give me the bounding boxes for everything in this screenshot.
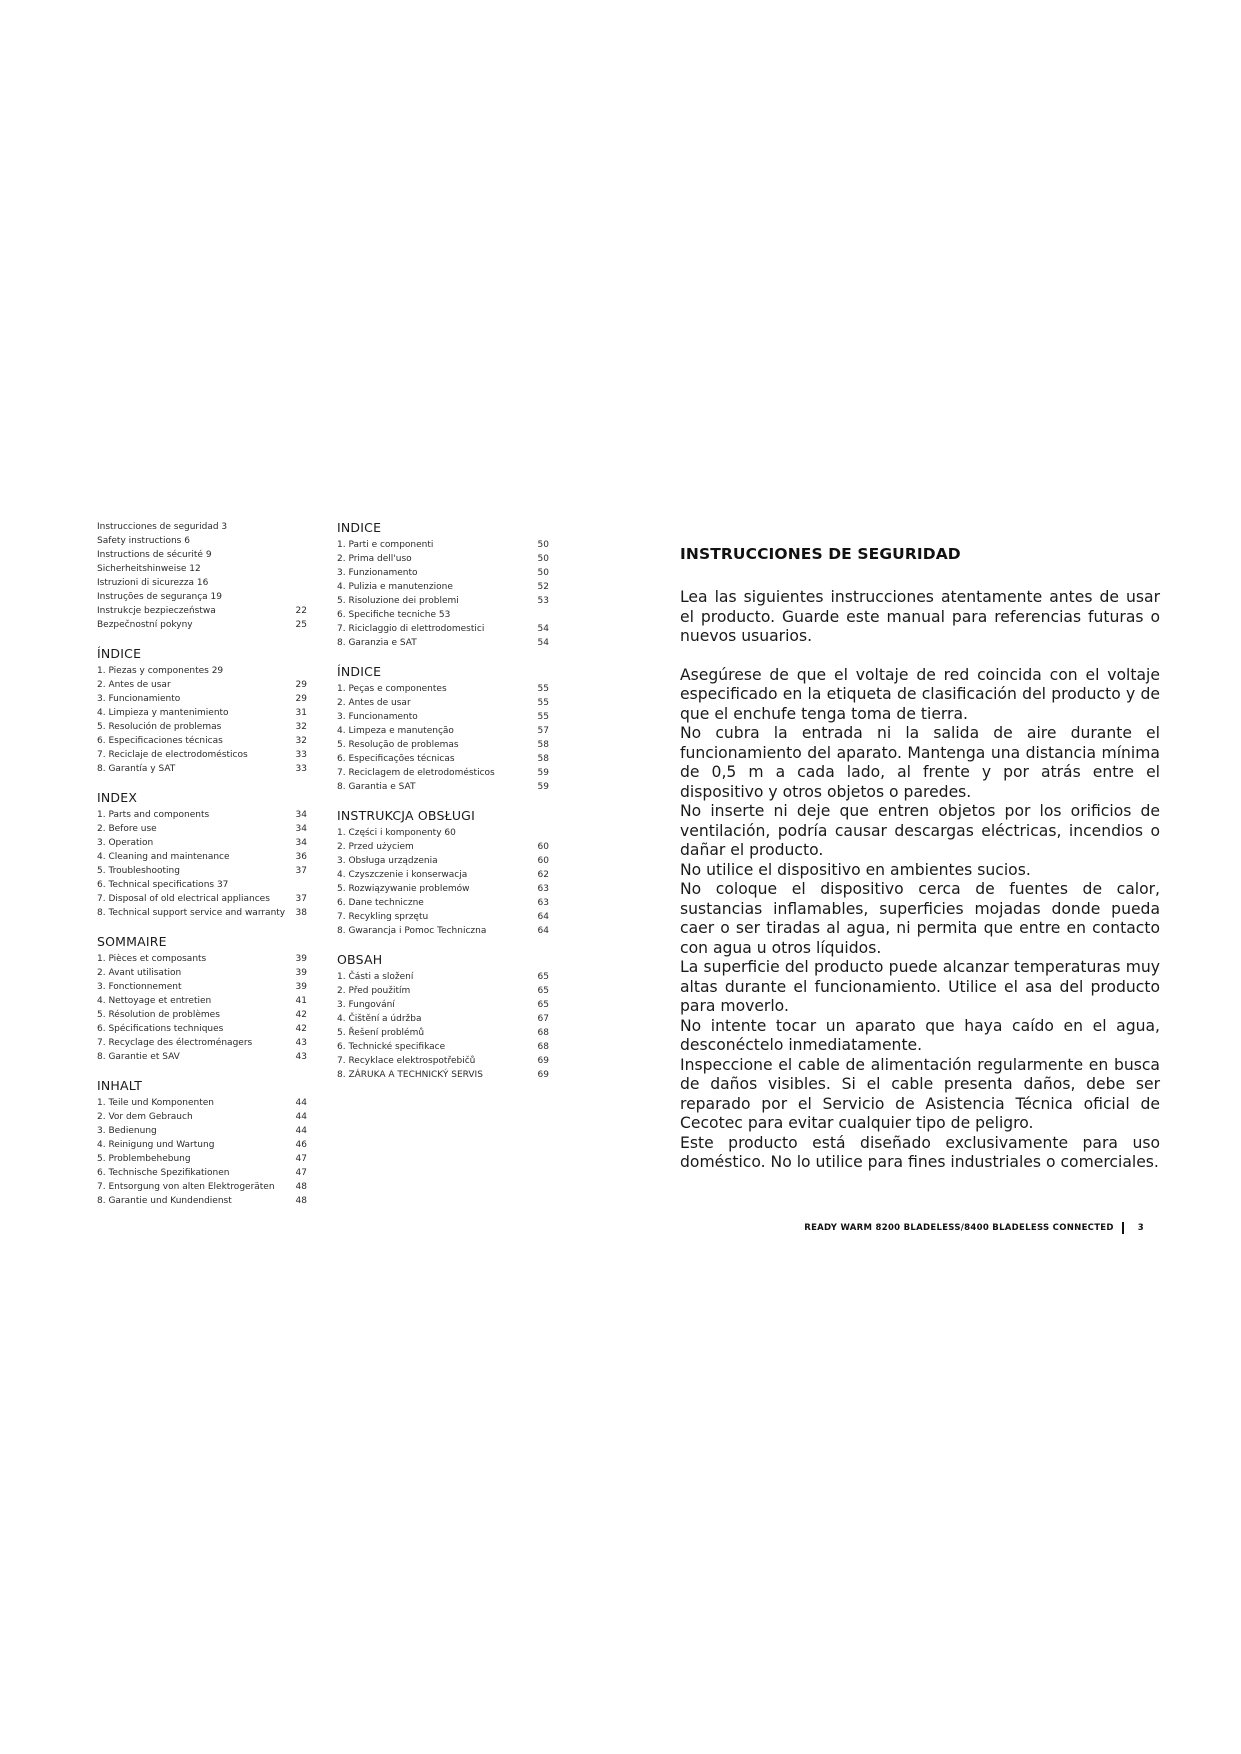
toc-item: [97, 1152, 307, 1166]
toc-item-label: 6. Specifiche tecniche 53: [337, 610, 451, 620]
toc-item-page: 64: [537, 912, 549, 922]
toc-item-label: 5. Resolução de problemas: [337, 740, 459, 750]
toc-item: [337, 1054, 549, 1068]
toc-item-label: 1. Pièces et composants: [97, 954, 207, 964]
toc-item: [97, 808, 307, 822]
safety-paragraph: Inspeccione el cable de alimentación regularmente en busca de daños visibles. Si el cable presenta daños, debe ser reparado por el Servicio de Asistencia Técnica oficial de Cecotec para evitar cualquier tipo de peligro.: [680, 1055, 1160, 1132]
toc-item: [337, 840, 549, 854]
toc-item-label: 4. Limpeza e manutenção: [337, 726, 454, 736]
toc-item: [97, 692, 307, 706]
toc-section-title: SOMMAIRE: [97, 934, 167, 949]
toc-item: [97, 994, 307, 1008]
toc-item: [97, 952, 307, 966]
toc-item: [97, 850, 307, 864]
toc-item: [337, 766, 549, 780]
toc-item-page: 39: [295, 982, 307, 992]
toc-item-label: 2. Antes de usar: [337, 698, 411, 708]
toc-item-label: 1. Parts and components: [97, 810, 210, 820]
safety-paragraph: No utilice el dispositivo en ambientes sucios.: [680, 860, 1031, 879]
toc-item: [97, 706, 307, 720]
toc-item-label: 1. Části a složení: [337, 972, 414, 982]
toc-item: [337, 868, 549, 882]
toc-item-label: 1. Piezas y componentes 29: [97, 666, 224, 676]
toc-item: [97, 562, 307, 576]
safety-paragraph: La superficie del producto puede alcanzar temperaturas muy altas durante el funcionamiento. Utilice el asa del producto para moverlo.: [680, 958, 1160, 1015]
toc-item: [97, 748, 307, 762]
toc-item: [97, 1166, 307, 1180]
toc-item-page: 55: [537, 698, 549, 708]
toc-item-page: 32: [295, 736, 307, 746]
toc-item-page: 68: [537, 1028, 549, 1038]
toc-section-title: INDICE: [337, 520, 382, 535]
section-title: INSTRUCCIONES DE SEGURIDAD: [680, 545, 961, 563]
toc-section-cz: [337, 952, 549, 1082]
toc-item-label: 5. Resolución de problemas: [97, 722, 222, 732]
toc-item: [337, 882, 549, 896]
toc-item: [97, 548, 307, 562]
toc-item: [97, 720, 307, 734]
toc-item-page: 43: [295, 1038, 307, 1048]
toc-item-label: 8. Garantie und Kundendienst: [97, 1196, 232, 1206]
toc-item-page: 55: [537, 684, 549, 694]
toc-section-fr: [97, 934, 307, 1064]
toc-item-label: 7. Reciclagem de eletrodomésticos: [337, 768, 495, 778]
toc-item-label: 5. Risoluzione dei problemi: [337, 596, 459, 606]
toc-item-label: Instructions de sécurité 9: [97, 550, 212, 560]
toc-item-label: 4. Reinigung und Wartung: [97, 1140, 215, 1150]
toc-section-pl: [337, 808, 549, 938]
safety-paragraph: Asegúrese de que el voltaje de red coincida con el voltaje especificado en la etiqueta de clasificación del producto y de que el enchufe tenga toma de tierra.: [680, 665, 1160, 723]
toc-item-label: 1. Teile und Komponenten: [97, 1098, 214, 1108]
toc-item: [337, 970, 549, 984]
toc-section-title: ÍNDICE: [97, 646, 142, 661]
toc-item-label: 6. Technical specifications 37: [97, 880, 229, 890]
toc-item: [337, 738, 549, 752]
toc-item-page: 33: [295, 764, 307, 774]
toc-item-label: 6. Technische Spezifikationen: [97, 1168, 230, 1178]
toc-item-label: 4. Cleaning and maintenance: [97, 852, 230, 862]
toc-item: [337, 724, 549, 738]
toc-item-label: 2. Prima dell'uso: [337, 554, 412, 564]
toc-item: [97, 1110, 307, 1124]
toc-item-page: 39: [295, 954, 307, 964]
toc-item-label: 3. Funcionamento: [337, 712, 418, 722]
toc-item-label: Instrukcje bezpieczeństwa: [97, 606, 216, 616]
toc-item-page: 58: [537, 754, 549, 764]
toc-item-label: 5. Problembehebung: [97, 1154, 191, 1164]
toc-item-label: 2. Before use: [97, 824, 157, 834]
toc-item-page: 55: [537, 712, 549, 722]
toc-item-label: 7. Disposal of old electrical appliances: [97, 894, 270, 904]
toc-item-label: 2. Antes de usar: [97, 680, 171, 690]
toc-item-label: 2. Przed użyciem: [337, 842, 414, 852]
toc-item-page: 32: [295, 722, 307, 732]
toc-item: [97, 836, 307, 850]
toc-item-page: 65: [537, 1000, 549, 1010]
toc-item: [337, 682, 549, 696]
toc-item-page: 60: [537, 856, 549, 866]
toc-section-title: OBSAH: [337, 952, 383, 967]
toc-section-it: [337, 520, 549, 650]
toc-item-page: 29: [295, 680, 307, 690]
toc-item: [97, 1180, 307, 1194]
toc-item-page: 47: [295, 1168, 307, 1178]
toc-item: [97, 734, 307, 748]
toc-item-label: 6. Especificaciones técnicas: [97, 736, 223, 746]
toc-item-page: 37: [295, 894, 307, 904]
toc-item: [337, 608, 549, 622]
toc-section-de: [97, 1078, 307, 1208]
toc-item: [97, 878, 307, 892]
toc-item-label: 7. Reciclaje de electrodomésticos: [97, 750, 248, 760]
safety-paragraph: No inserte ni deje que entren objetos por los orificios de ventilación, podría causar descargas eléctricas, incendios o dañar el producto.: [680, 802, 1160, 859]
toc-item-label: 7. Entsorgung von alten Elektrogeräten: [97, 1182, 275, 1192]
toc-item: [337, 710, 549, 724]
toc-item-page: 52: [537, 582, 549, 592]
toc-item-page: 41: [295, 996, 307, 1006]
toc-item-page: 42: [295, 1010, 307, 1020]
toc-column-middle: [337, 520, 549, 1082]
toc-item-page: 62: [537, 870, 549, 880]
toc-item-page: 39: [295, 968, 307, 978]
toc-item-label: 1. Peças e componentes: [337, 684, 447, 694]
toc-item-label: 8. ZÁRUKA A TECHNICKÝ SERVIS: [337, 1070, 483, 1080]
toc-item: [337, 552, 549, 566]
toc-item-label: 1. Części i komponenty 60: [337, 828, 456, 838]
toc-item-label: 7. Recykling sprzętu: [337, 912, 429, 922]
toc-item-label: Bezpečnostní pokyny: [97, 620, 193, 630]
toc-item-label: 7. Riciclaggio di elettrodomestici: [337, 624, 485, 634]
safety-paragraph: Este producto está diseñado exclusivamente para uso doméstico. No lo utilice para fines industriales o comerciales.: [680, 1133, 1160, 1171]
toc-item-label: Istruzioni di sicurezza 16: [97, 578, 209, 588]
toc-item: [337, 826, 549, 840]
footer-separator: [1122, 1222, 1124, 1234]
toc-item: [97, 590, 307, 604]
toc-item-page: 22: [295, 606, 307, 616]
toc-item-label: 6. Technické specifikace: [337, 1042, 446, 1052]
toc-item-label: 7. Recyklace elektrospotřebičů: [337, 1056, 476, 1066]
toc-item-page: 63: [537, 898, 549, 908]
toc-item: [97, 892, 307, 906]
toc-item: [97, 1036, 307, 1050]
toc-item-page: 67: [537, 1014, 549, 1024]
toc-item: [97, 664, 307, 678]
toc-item-page: 34: [295, 838, 307, 848]
toc-item-page: 44: [295, 1126, 307, 1136]
toc-item-page: 63: [537, 884, 549, 894]
toc-item: [97, 966, 307, 980]
toc-item-label: Instruções de segurança 19: [97, 592, 222, 602]
toc-item-page: 48: [295, 1196, 307, 1206]
toc-item-label: 6. Dane techniczne: [337, 898, 424, 908]
toc-item-label: 3. Obsługa urządzenia: [337, 856, 438, 866]
toc-item: [97, 1138, 307, 1152]
toc-item-label: 5. Troubleshooting: [97, 866, 180, 876]
toc-item-page: 43: [295, 1052, 307, 1062]
toc-item-label: 4. Nettoyage et entretien: [97, 996, 212, 1006]
toc-item: [337, 566, 549, 580]
toc-item-label: 1. Parti e componenti: [337, 540, 434, 550]
safety-paragraph: No intente tocar un aparato que haya caído en el agua, desconéctelo inmediatamente.: [680, 1016, 1160, 1054]
toc-item: [337, 1068, 549, 1082]
toc-item-label: 8. Garanzia e SAT: [337, 638, 417, 648]
toc-item: [337, 924, 549, 938]
safety-instructions-list: [97, 520, 307, 632]
toc-item-label: 3. Fungování: [337, 1000, 395, 1010]
toc-item-page: 59: [537, 782, 549, 792]
toc-item-label: 7. Recyclage des électroménagers: [97, 1038, 253, 1048]
page-footer: [804, 1222, 1144, 1234]
toc-section-pt: [337, 664, 549, 794]
toc-item-page: 50: [537, 554, 549, 564]
toc-item: [97, 618, 307, 632]
toc-column-left: [97, 520, 307, 1208]
toc-item: [337, 984, 549, 998]
toc-item-page: 57: [537, 726, 549, 736]
toc-item: [97, 980, 307, 994]
toc-item-label: 3. Funcionamiento: [97, 694, 181, 704]
toc-item-page: 44: [295, 1098, 307, 1108]
toc-item-label: 8. Technical support service and warranty: [97, 908, 286, 918]
toc-item-label: 2. Vor dem Gebrauch: [97, 1112, 193, 1122]
toc-item-page: 68: [537, 1042, 549, 1052]
toc-item: [97, 576, 307, 590]
toc-item-page: 38: [295, 908, 307, 918]
toc-item: [337, 854, 549, 868]
toc-item-label: 3. Fonctionnement: [97, 982, 182, 992]
toc-item: [97, 1022, 307, 1036]
toc-item: [97, 1008, 307, 1022]
toc-item-page: 69: [537, 1056, 549, 1066]
toc-item-page: 50: [537, 540, 549, 550]
safety-content: [680, 545, 1160, 1173]
toc-item-page: 31: [295, 708, 307, 718]
toc-item-page: 50: [537, 568, 549, 578]
toc-item: [337, 636, 549, 650]
toc-section-es: [97, 646, 307, 776]
toc-section-title: INSTRUKCJA OBSŁUGI: [337, 808, 475, 823]
toc-item: [337, 580, 549, 594]
toc-item: [337, 696, 549, 710]
toc-item-page: 36: [295, 852, 307, 862]
toc-item-label: 4. Czyszczenie i konserwacja: [337, 870, 468, 880]
footer-product-name: READY WARM 8200 BLADELESS/8400 BLADELESS CONNECTED: [804, 1223, 1114, 1233]
toc-item: [97, 864, 307, 878]
toc-item-page: 42: [295, 1024, 307, 1034]
toc-item-page: 46: [295, 1140, 307, 1150]
toc-item-page: 47: [295, 1154, 307, 1164]
safety-paragraph: No coloque el dispositivo cerca de fuentes de calor, sustancias inflamables, superficies mojadas donde pueda caer o ser tiradas al agua, ni permita que entre en contacto con agua u otros líquidos.: [680, 880, 1160, 957]
toc-item: [337, 752, 549, 766]
toc-item: [97, 1096, 307, 1110]
toc-item-page: 53: [537, 596, 549, 606]
toc-item: [97, 1124, 307, 1138]
toc-item-label: 4. Limpieza y mantenimiento: [97, 708, 229, 718]
toc-item: [337, 1012, 549, 1026]
toc-item-page: 54: [537, 624, 549, 634]
toc-item-label: Safety instructions 6: [97, 536, 190, 546]
toc-item: [97, 520, 307, 534]
toc-item-page: 69: [537, 1070, 549, 1080]
toc-item-label: Sicherheitshinweise 12: [97, 564, 201, 574]
toc-item-label: 5. Rozwiązywanie problemów: [337, 884, 470, 894]
toc-item: [97, 1050, 307, 1064]
toc-section-title: INHALT: [97, 1078, 143, 1093]
toc-item-label: 3. Operation: [97, 838, 154, 848]
toc-item: [337, 538, 549, 552]
toc-item-label: 4. Pulizia e manutenzione: [337, 582, 453, 592]
toc-item-page: 29: [295, 694, 307, 704]
toc-item-label: 8. Garantia e SAT: [337, 782, 416, 792]
toc-item-page: 60: [537, 842, 549, 852]
toc-item: [337, 1040, 549, 1054]
toc-item-page: 25: [295, 620, 307, 630]
toc-item-label: 6. Spécifications techniques: [97, 1024, 224, 1034]
toc-item-page: 37: [295, 866, 307, 876]
toc-item: [337, 594, 549, 608]
toc-item-label: 2. Před použitím: [337, 986, 411, 996]
toc-item-page: 54: [537, 638, 549, 648]
toc-item-label: 3. Funzionamento: [337, 568, 418, 578]
toc-item: [337, 1026, 549, 1040]
toc-item-label: 6. Especificações técnicas: [337, 754, 455, 764]
toc-item: [97, 822, 307, 836]
toc-section-title: INDEX: [97, 790, 138, 805]
toc-item-label: 5. Řešení problémů: [337, 1028, 425, 1038]
toc-section-title: ÍNDICE: [337, 664, 382, 679]
toc-item-label: 8. Garantie et SAV: [97, 1052, 180, 1062]
toc-item: [97, 762, 307, 776]
toc-item: [337, 998, 549, 1012]
toc-item-page: 65: [537, 972, 549, 982]
toc-item: [337, 622, 549, 636]
toc-item-label: 8. Gwarancja i Pomoc Techniczna: [337, 926, 487, 936]
toc-section-en: [97, 790, 307, 920]
toc-item-label: Instrucciones de seguridad 3: [97, 522, 228, 532]
intro-paragraph: Lea las siguientes instrucciones atentamente antes de usar el producto. Guarde este manual para referencias futuras o nuevos usuarios.: [680, 588, 1160, 645]
toc-item-label: 4. Čištění a údržba: [337, 1014, 422, 1024]
toc-item-label: 3. Bedienung: [97, 1126, 157, 1136]
toc-item-label: 5. Résolution de problèmes: [97, 1010, 220, 1020]
toc-item-page: 64: [537, 926, 549, 936]
toc-item-page: 48: [295, 1182, 307, 1192]
toc-item: [337, 896, 549, 910]
toc-item: [97, 604, 307, 618]
toc-item-label: 2. Avant utilisation: [97, 968, 182, 978]
toc-item-page: 33: [295, 750, 307, 760]
toc-item: [337, 910, 549, 924]
safety-paragraph: No cubra la entrada ni la salida de aire durante el funcionamiento del aparato. Mantenga una distancia mínima de 0,5 m a cada lado, al frente y por atrás entre el dispositivo y otros objetos o paredes.: [680, 724, 1160, 801]
toc-item: [97, 1194, 307, 1208]
toc-item: [337, 780, 549, 794]
toc-item-page: 44: [295, 1112, 307, 1122]
toc-item-page: 34: [295, 824, 307, 834]
toc-item-page: 34: [295, 810, 307, 820]
toc-item: [97, 678, 307, 692]
page-number: 3: [1137, 1223, 1144, 1233]
toc-item-page: 59: [537, 768, 549, 778]
toc-item-label: 8. Garantía y SAT: [97, 764, 176, 774]
toc-item: [97, 906, 307, 920]
toc-item-page: 65: [537, 986, 549, 996]
toc-item-page: 58: [537, 740, 549, 750]
toc-item: [97, 534, 307, 548]
